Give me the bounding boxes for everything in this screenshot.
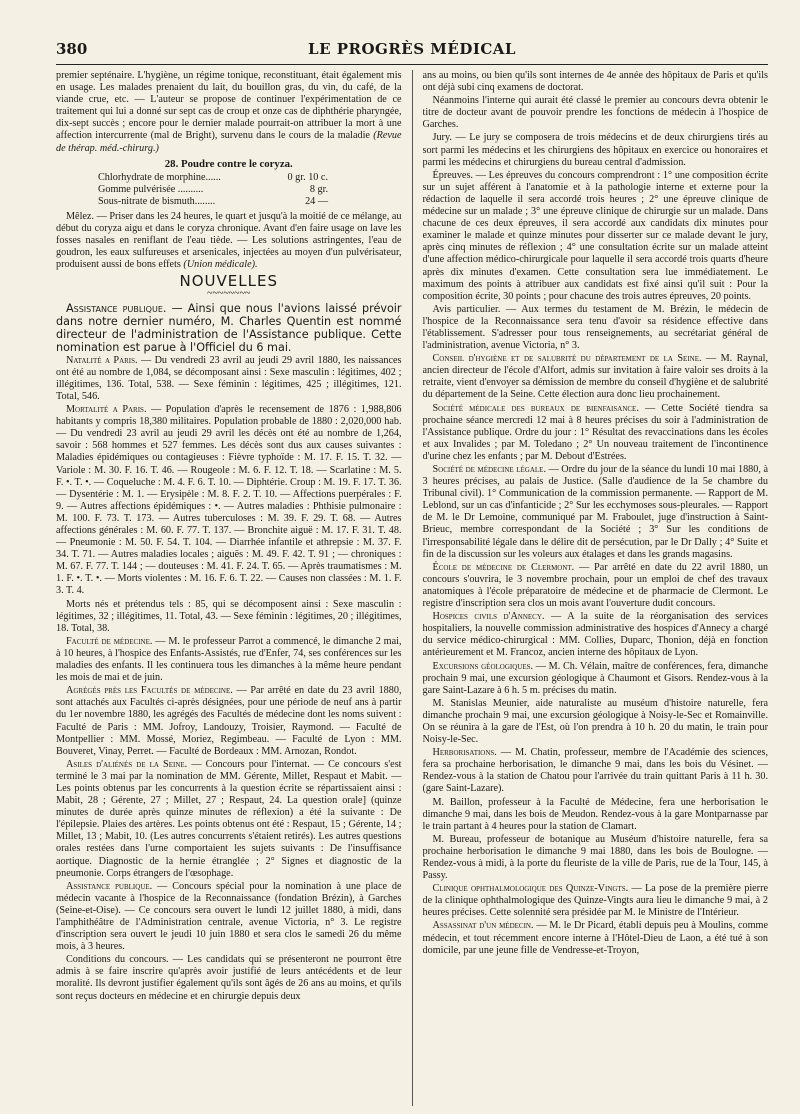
right-column (423, 70, 769, 1106)
recipe-title: 28. Poudre contre le coryza. (164, 157, 293, 170)
news-item: Asiles d'aliénés de la Seine. — Concours pour l'internat. — Ce concours s'est terminé le 3 mai par la nomination de MM. Gérente, Millet, Respaut et Mabit. — Les points obtenus par les concurrents à la question écrite se répartissaient ainsi : Mabit, 28 ; Gérente, 27 ; Millet, 27 ; Respaut, 24. La question orale] (quinze minutes de durée après quinze minutes de réflexion) a été la suivante : De l'épilepsie. Plaies des artères. Les points obtenus ont été : Respaut, 15 ; Gérente, 14 ; Millet, 13 ; Mabit, 10. (Les autres concurrents s'étaient retirés). Les autres questions orales restées dans l'urne comportaient les sujets suivants : De l'insuffisance aortique. Diagnostic de la hernie étranglée ; 2° Signes et diagnostic de la pneumonie. Corps étrangers de l'œsophage. (56, 758, 402, 879)
news-item: Conditions du concours. — Les candidats qui se présenteront ne pourront être admis à se faire inscrire qu'après avoir justifié de leurs antécédents et de leur moralité. Ils devront justifier également qu'ils sont âgés de 26 ans au moins, et qu'ils sont reçus docteurs en médecine et en chirurgie depuis deux (56, 954, 402, 1002)
recipe-item: Gomme pulvérisée .......... 8 gr. (98, 183, 328, 195)
news-item: Assassinat d'un médecin. — M. le Dr Picard, établi depuis peu à Moulins, comme médecin, et tout récemment encore interne à l'Hôtel-Dieu de Laon, a été tué à son domicile, par une jeune fille de Vendresse-et-Troyon, (422, 920, 768, 956)
recipe-item: Sous-nitrate de bismuth........ 24 — (98, 195, 328, 207)
news-item: Hospices civils d'Annecy. — A la suite de la réorganisation des services hospitaliers, la nouvelle commission administrative des hospices d'Annecy a chargé du service médico-chirurgical : MM. Collies, Duparc, Thonion, déjà en fonction antérieurement et M. Francoz, ancien interne des hôpitaux de Lyon. (422, 611, 768, 659)
news-item: Excursions géologiques. — M. Ch. Vélain, maître de conférences, fera, dimanche prochain 9 mai, une excursion géologique à Chaumont et Gisors. Rendez-vous à la gare Saint-Lazare à 6 h. 5 m. précises du matin. (422, 660, 768, 696)
news-item: M. Baillon, professeur à la Faculté de Médecine, fera une herborisation le dimanche 9 mai, dans les bois de Meudon. Rendez-vous à la gare Montparnasse par le train partant à 4 heures pour la station de Clamart. (422, 796, 768, 832)
ornament: ~~~~~~~~ (207, 287, 251, 299)
news-item: Natalité a Paris. — Du vendredi 23 avril au jeudi 29 avril 1880, les naissances ont été au nombre de 1,084, se décomposant ainsi : Sexe masculin : légitimes, 402 ; illégitimes, 136. Total, 538. — Sexe féminin : légitimes, 425 ; illégitimes, 121. Total, 546. (56, 354, 402, 402)
news-item: Faculté de médecine. — M. le professeur Parrot a commencé, le dimanche 2 mai, à 10 heures, à l'hospice des Enfants-Assistés, rue d'Enfer, 74, ses conférences sur les maladies des enfants. Il les continuera tous les dimanches à la même heure pendant les mois de mai et de juin. (56, 635, 402, 684)
news-item: Assistance publique. — Concours spécial pour la nomination à une place de médecin vacante à l'hospice de la Reconnaissance (fondation Brézin), à Garches (Seine-et-Oise). — Ce concours sera ouvert le lundi 12 juillet 1880, à midi, dans l'amphithéâtre de l'Administration centrale, avenue Victoria, n° 3. Le registre d'inscription sera ouvert le jeudi 10 juin 1880 et sera clos le samedi 26 du même mois, à 3 heures. (56, 880, 402, 953)
news-item: Clinique ophthalmologique des Quinze-Vingts. — La pose de la première pierre de la clinique ophthalmologique des Quinze-Vingts aura lieu le dimanche 9 mai, à 2 heures précises. Cette solennité sera présidée par M. le Ministre de l'Intérieur. (422, 883, 768, 919)
news-item: Agrégés près les Facultés de médecine. — Par arrêté en date du 23 avril 1880, sont attachés aux Facultés ci-après désignées, pour une période de neuf ans à partir du 1er novembre 1880, les agrégés des Facultés de médecine dont les noms suivent : Faculté de Paris : MM. Jofroy, Landouzy, Troisier, Raymond. — Faculté de Montpellier : MM. Mossé, Moriez, Regimbeau. — Faculté de Lyon : MM. Bouveret, Vinay, Perret. — Faculté de Bordeaux : MM. Arnozan, Rondot. (56, 685, 402, 757)
paragraph: ans au moins, ou bien qu'ils sont internes de 4e année des hôpitaux de Paris et qu'ils ont déjà subi cinq examens de doctorat. (422, 70, 768, 94)
news-item: Herborisations. — M. Chatin, professeur, membre de l'Académie des sciences, fera sa prochaine herborisation, le dimanche 9 mai, dans les bois du Vésinet. — Rendez-vous à la station de Chatou pour l'arrivée du train quittant Paris à 11 h. 30. (gare Saint-Lazare). (422, 747, 768, 795)
recipe-item: Chlorhydrate de morphine...... 0 gr. 10 c. (98, 171, 328, 183)
left-column (56, 70, 402, 1106)
news-item: M. Bureau, professeur de botanique au Muséum d'histoire naturelle, fera sa prochaine herborisation le dimanche 9 mai 1880, dans les bois de Boulogne. — Rendez-vous à midi, à la porte du fleuriste de la ville de Paris, rue de la Tour, 145, à Passy. (422, 833, 768, 882)
news-item: Société de médecine légale. — Ordre du jour de la séance du lundi 10 mai 1880, à 3 heures précises, au palais de Justice. (Salle d'audience de la 5e chambre du Tribunal civil). 1° Communication de la commission permanente. — Rapport de M. Leblond, sur un cas d'infanticide ; 2° Sur les ecchymoses sous-pleurales. — Rapport de M. le Dr Lemoine, communiqué par M. Fraboulet, juge d'instruction à Saint-Brieuc, membre correspondant de la Société ; 3° Sur les conditions de l'irresponsabilité légale dans le délire dit de persécution, par le Dr Dally ; 4° Suite et fin de la discussion sur les voleurs aux étalages et dans les grands magasins. (422, 464, 768, 560)
paragraph: Avis particulier. — Aux termes du testament de M. Brézin, le médecin de l'hospice de la Reconnaissance sera tenu d'avoir sa résidence effective dans l'établissement. S'adresser pour tous renseignements, au secrétariat général de l'administration, avenue Victoria, n° 3. (422, 303, 768, 352)
news-item: Société médicale des bureaux de bienfaisance. — Cette Société tiendra sa prochaine séance mercredi 12 mai à 8 heures précises du soir à l'administration de l'Assistance publique. Ordre du jour : 1° Résultat des revaccinations dans les écoles et aux Invalides ; par M. Toledano ; 2° Un nouveau traitement de l'incontinence d'urine chez les enfants ; par M. Debout d'Estrées. (422, 402, 768, 462)
paragraph: Mêlez. — Priser dans les 24 heures, le quart et jusqu'à la moitié de ce mélange, au début du coryza aigu et dans le coryza chronique. Avant d'en faire usage on lave les fosses nasales en reniflant de l'eau tiède. — Les solutions astringentes, l'eau de goudron, les eaux sulfureuses et arsenicales, injectées au moyen d'un pulvérisateur, produisent aussi de bons effets (Union médicale). (56, 211, 402, 271)
page-header (56, 38, 768, 65)
news-item: École de médecine de Clermont. — Par arrêté en date du 22 avril 1880, un concours s'ouvrira, le 3 novembre prochain, pour un emploi de chef des travaux anatomiques à l'école préparatoire de médecine et de pharmacie de Clermont. Le registre d'inscription sera clos un mois avant l'ouverture dudit concours. (422, 561, 768, 610)
news-banner: Assistance publique. — Ainsi que nous l'avions laissé prévoir dans notre dernier numéro, M. Charles Quentin est nommé directeur de l'administration de l'Assistance publique. Cette nomination est parue à l'Officiel du 6 mai. (56, 301, 402, 354)
news-item: Mortalité a Paris. — Population d'après le recensement de 1876 : 1,988,806 habitants y compris 18,380 militaires. Population probable de 1880 : 2,020,000 hab. — Du vendredi 23 avril au jeudi 29 avril les décès ont été au nombre de 1,264, savoir : 568 hommes et 527 femmes. Les décès sont dus aux causes suivantes : Maladies épidémiques ou contagieuses : Fièvre typhoïde : M. 17. F. 15. T. 32. — Variole : M. 30. F. 16. T. 46. — Rougeole : M. 6. F. 12. T. 18. — Scarlatine : M. 5. F. •. T. •. — Coqueluche : M. 4. F. 6. T. 10. — Diphtérie. Croup : M. 19. F. 17. T. 36. — Dysentérie : M. 1. — Erysipèle : M. 8. F. 2. T. 10. — Affections puerpérales : F. 9. — Autres affections épidémiques : •. — Autres maladies : Phthisie pulmonaire : M. 100. F. 73. T. 173. — Autres tuberculoses : M. 39. F. 29. T. 68. — Autres affections générales : M. 60. F. 77. T. 137. — Bronchite aiguë : M. 17. F. 31. T. 48. — Pneumonie : M. 50. F. 54. T. 104. — Diarrhée infantile et athrepsie : M. 37. F. 34. T. 71. — Autres maladies locales ; aiguës : M. 49. F. 42. T. 91 ; — chroniques : M. 67. F. 77. T. 144 ; — douteuses : M. 41. F. 24. T. 65. — Après traumatismes : M. 1. F. •. T. •. — Morts violentes : M. 16. F. 6. T. 22. — Causes non classées : M. 1. F. 3. T. 4. (56, 404, 402, 597)
article-body (56, 70, 768, 1106)
paragraph: Néanmoins l'interne qui aurait été classé le premier au concours devra obtenir le titre de docteur avant de pouvoir prendre les fonctions de médecin à l'hospice de Garches. (422, 95, 768, 131)
paragraph: premier septénaire. L'hygiène, un régime tonique, reconstituant, était également mis en usage. Les malades prenaient du lait, du bouillon gras, du vin, du café, de la viande crue, etc. — L'auteur se propose de continuer l'expérimentation de ce traitement qui lui a donné sur sept cas de croup et onze cas de diphthérie pharyngée, dix-sept succès ; encore pour le dernier malade pourrait-on attribuer la mort à une affection intercurrente (mal de Bright), survenu dans le cours de la maladie (Revue de thérap. méd.-chirurg.) (56, 70, 402, 154)
news-item: M. Stanislas Meunier, aide naturaliste au muséum d'histoire naturelle, fera dimanche prochain 9 mai, une excursion géologique à Noisy-le-Sec et Romainville. On se réunira à la gare de l'Est, où l'on prendra à 10 h. 20 du matin, le train pour Noisy-le-Sec. (422, 697, 768, 746)
section-title: NOUVELLES (179, 271, 278, 290)
journal-title: LE PROGRÈS MÉDICAL (308, 40, 516, 58)
column-divider (412, 70, 413, 1106)
page-number: 380 (56, 40, 88, 58)
paragraph: Jury. — Le jury se composera de trois médecins et de deux chirurgiens tirés au sort parmi les médecins et les chirurgiens des hôpitaux en exercice ou honoraires et parmi les médecins et chirurgiens du bureau central d'admission. (422, 132, 768, 168)
news-item: Conseil d'hygiène et de salubrité du département de la Seine. — M. Raynal, ancien directeur de l'école d'Alfort, admis sur invitation à faire valoir ses droits à la retraite, vient d'envoyer sa démission de membre du conseil d'hygiène et de salubrité du département de la Seine. Cette élection aura donc lieu prochainement. (422, 353, 768, 401)
recipe-list (98, 172, 328, 208)
paragraph: Épreuves. — Les épreuves du concours comprendront : 1° une composition écrite sur un sujet afférent à l'anatomie et à la pathologie interne et externe pour la rédaction de laquelle il sera accordé trois heures ; 2° une épreuve clinique de médecine sur un malade ; 3° une épreuve clinique de chirurgie sur un malade. Dans chacune de ces deux épreuves, il sera accordé aux candidats dix minutes pour examiner le malade et quinze minutes pour disserter sur ce malade devant le jury, après cinq minutes de réflexion ; 4° une consultation écrite sur un malade atteint d'une affection médico-chirurgicale pour laquelle il sera accordé trois quarts d'heure après dix minutes d'examen. Cette consultation sera lue immédiatement. Le maximum des points à attribuer aux candidats est fixé ainsi qu'il suit : Pour la composition écrite, 30 points ; pour chacune des trois autres épreuves, 20 points. (422, 169, 768, 302)
news-item: Morts nés et prétendus tels : 85, qui se décomposent ainsi : Sexe masculin : légitimes, 32 ; illégitimes, 11. Total, 43. — Sexe féminin : légitimes, 20 ; illégitimes, 18. Total, 38. (56, 598, 402, 634)
